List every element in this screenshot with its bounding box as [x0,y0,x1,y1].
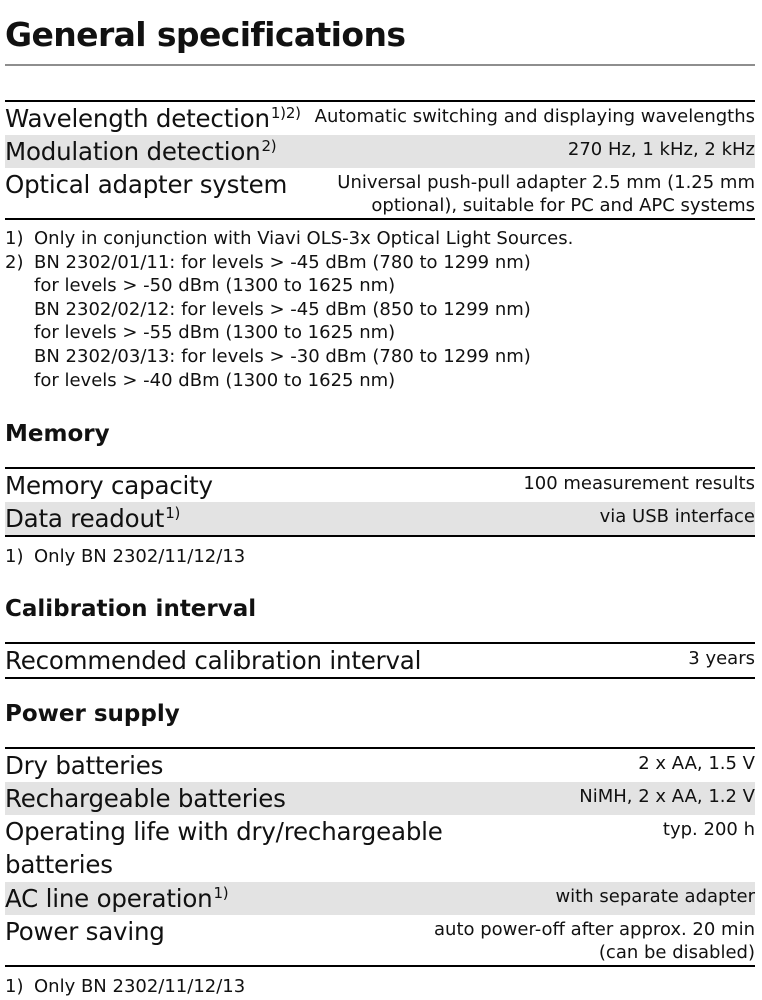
page-title: General specifications [5,15,406,54]
footnote-marker: 1) [213,884,229,902]
spec-value: Universal push-pull adapter 2.5 mm (1.25 mm optional), suitable for PC and APC systems [337,172,755,216]
spec-row-power-saving [5,915,755,965]
spec-label: Wavelength detection$^{1)2)}$ [5,104,301,133]
spec-label: Operating life with dry/rechargeable batteries [5,817,443,879]
footnote: 1) Only BN 2302/11/12/13 [5,976,246,997]
footnote: 1) Only in conjunction with Viavi OLS-3x Optical Light Sources. [5,228,574,249]
spec-value: 270 Hz, 1 kHz, 2 kHz [567,139,755,160]
footnote-marker: 2) [261,137,277,155]
memory-table [5,467,755,537]
spec-row-ac-line-operation [5,882,755,915]
spec-value: 2 x AA, 1.5 V [638,753,755,774]
spec-value: auto power-off after approx. 20 min (can be disabled) [434,919,755,963]
spec-row-modulation-detection [5,135,755,168]
spec-label: Memory capacity [5,471,213,500]
spec-row-optical-adapter-system [5,168,755,218]
spec-value: typ. 200 h [662,819,755,840]
calibration-heading: Calibration interval [5,596,257,622]
power-supply-heading: Power supply [5,701,180,727]
spec-label: Power saving [5,917,165,946]
spec-label: Modulation detection$^{2)}$ [5,137,277,166]
spec-row-dry-batteries [5,749,755,782]
spec-label: AC line operation$^{1)}$ [5,884,229,913]
footnote-marker: 1) [165,504,181,522]
spec-value: with separate adapter [555,886,755,907]
footnote: 1) Only BN 2302/11/12/13 [5,546,246,567]
memory-heading: Memory [5,421,110,447]
spec-row-wavelength-detection [5,102,755,135]
memory-footnotes [5,545,755,569]
spec-row-data-readout [5,502,755,535]
calibration-table [5,642,755,679]
spec-value: 100 measurement results [523,473,755,494]
spec-label: Rechargeable batteries [5,784,286,813]
general-footnotes [5,227,755,392]
spec-label: Recommended calibration interval [5,646,422,675]
footnote: 2) BN 2302/01/11: for levels > -45 dBm (780 to 1299 nm) for levels > -50 dBm (1300 to 1625 nm) BN 2302/02/12: for levels > -45 dBm (850 to 1299 nm) for levels > -55 dBm (1300 to 1625 nm) BN 2302/03/13: for levels > -30 dBm (780 to 1299 nm) for levels > -40 dBm (1300 to 1625 nm) [5,251,531,391]
spec-row-recommended-calibration-interval [5,644,755,677]
spec-value: via USB interface [599,506,755,527]
spec-row-operating-life [5,815,755,882]
title-divider [5,64,755,66]
spec-label: Dry batteries [5,751,164,780]
general-spec-table [5,100,755,220]
power-supply-table [5,747,755,967]
spec-label: Optical adapter system [5,170,288,199]
spec-row-rechargeable-batteries [5,782,755,815]
spec-value: 3 years [688,648,755,669]
spec-row-memory-capacity [5,469,755,502]
footnote-marker: 1)2) [270,104,301,122]
spec-value: NiMH, 2 x AA, 1.2 V [579,786,755,807]
spec-value: Automatic switching and displaying wavelengths [314,106,755,127]
spec-label: Data readout$^{1)}$ [5,504,181,533]
power-supply-footnotes [5,975,755,999]
